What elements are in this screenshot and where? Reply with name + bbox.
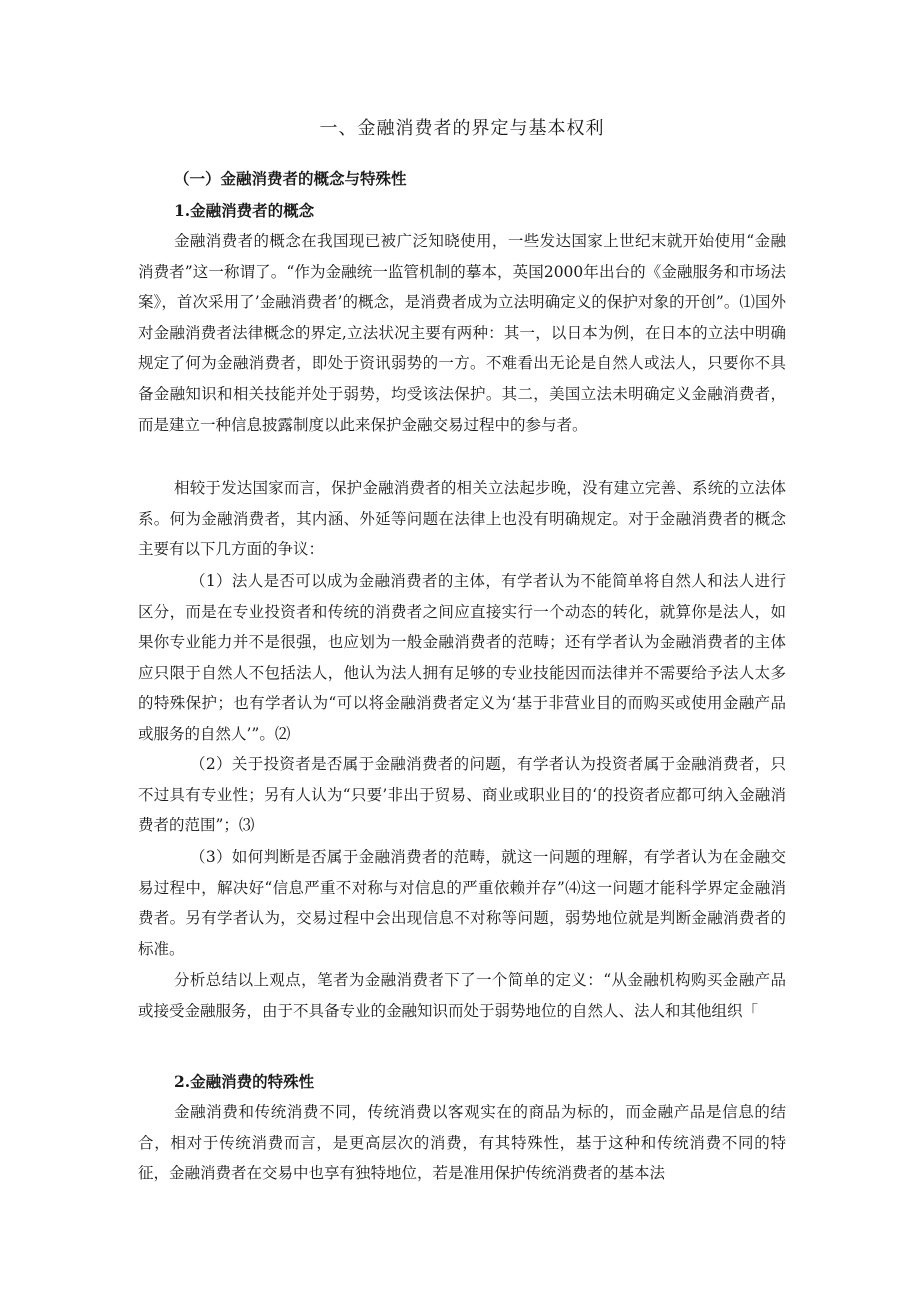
paragraph-dispute-2: （2）关于投资者是否属于金融消费者的问题，有学者认为投资者属于金融消费者，只不过具有专业性；另有人认为“只要’非出于贸易、商业或职业目的‘的投资者应都可纳入金融消费者的范围”；⑶: [138, 755, 786, 835]
paragraph-concept-overview: 金融消费者的概念在我国现已被广泛知晓使用，一些发达国家上世纪末就开始使用“金融消费者”这一称谓了。“作为金融统一监管机制的摹本，英国2000年出台的《金融服务和市场法案》，首次采用了’金融消费者’的概念，是消费者成为立法明确定义的保护对象的开创”。⑴国外对金融消费者法律概念的界定,立法状况主要有两种：其一，以日本为例，在日本的立法中明确规定了何为金融消费者，即处于资讯弱势的一方。不难看出无论是自然人或法人，只要你不具备金融知识和相关技能并处于弱势，均受该法保护。其二，美国立法未明确定义金融消费者，而是建立一种信息披露制度以此来保护金融交易过程中的参与者。: [138, 232, 786, 434]
section-heading: （一）金融消费者的概念与特殊性: [174, 169, 407, 188]
paragraph-domestic-legislation: 相较于发达国家而言，保护金融消费者的相关立法起步晚，没有建立完善、系统的立法体系。何为金融消费者，其内涵、外延等问题在法律上也没有明确规定。对于金融消费者的概念主要有以下几方面的争议：: [138, 479, 786, 559]
chapter-title: 一、金融消费者的界定与基本权利: [319, 118, 605, 139]
subheading-specialty: 2.金融消费的特殊性: [174, 1072, 315, 1091]
paragraph-dispute-1: （1）法人是否可以成为金融消费者的主体，有学者认为不能简单将自然人和法人进行区分，而是在专业投资者和传统的消费者之间应直接实行一个动态的转化，就算你是法人，如果你专业能力并不是很强，也应划为一般金融消费者的范畴；还有学者认为金融消费者的主体应只限于自然人不包括法人，他认为法人拥有足够的专业技能因而法律并不需要给予法人太多的特殊保护；也有学者认为“可以将金融消费者定义为‘基于非营业目的而购买或使用金融产品或服务的自然人’”。⑵: [138, 572, 786, 743]
paragraph-definition: 分析总结以上观点，笔者为金融消费者下了一个简单的定义：“从金融机构购买金融产品或接受金融服务，由于不具备专业的金融知识而处于弱势地位的自然人、法人和其他组织「: [138, 971, 786, 1020]
subheading-concept: 1.金融消费者的概念: [174, 201, 315, 220]
paragraph-specialty: 金融消费和传统消费不同，传统消费以客观实在的商品为标的，而金融产品是信息的结合，相对于传统消费而言，是更高层次的消费，有其特殊性，基于这种和传统消费不同的特征，金融消费者在交易中也享有独特地位，若是准用保护传统消费者的基本法: [138, 1103, 786, 1183]
paragraph-dispute-3: （3）如何判断是否属于金融消费者的范畴，就这一问题的理解，有学者认为在金融交易过程中，解决好“信息严重不对称与对信息的严重依赖并存”⑷这一问题才能科学界定金融消费者。另有学者认为，交易过程中会出现信息不对称等问题，弱势地位就是判断金融消费者的标准。: [138, 848, 786, 958]
